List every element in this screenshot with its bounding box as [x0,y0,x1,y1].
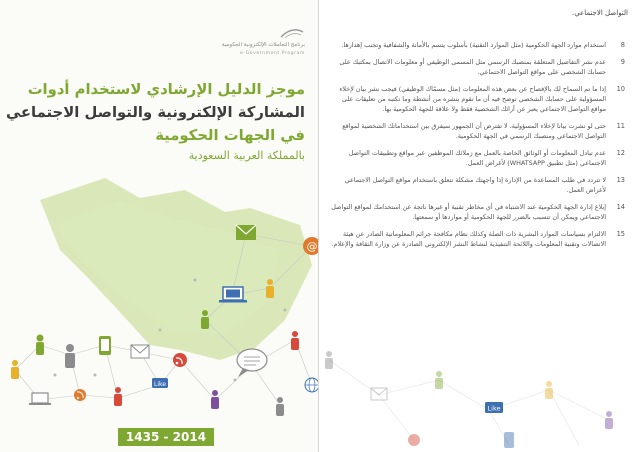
list-item [329,202,625,222]
cover-title [5,78,305,162]
title-line-2: المشاركة الإلكترونية والتواصل الاجتماعي [5,104,305,121]
globe-icon [305,378,319,392]
item-text: عدم تبادل المعلومات أو الوثائق الخاصة بالعمل مع زملائك الموظفين عبر مواقع وتطبيقات التواصل الاجتماعي (مثل تطبيق WHATSAPP) لأغراض العمل. [348,149,606,167]
item-text: إبلاغ إدارة الجهة الحكومية عند الاشتباه في أي مخاطر تقنية أو غيرها ناتجة عن استخدامك لمواقع التواصل الاجتماعي ويمكن أن تتسبب بالضرر للجهة الحكومية أو مواردها أو سمعتها. [331,203,606,221]
like-icon [152,378,168,388]
person-icon [276,397,284,416]
item-text: عدم نشر التفاصيل المتعلقة بمنصبك الرسمي مثل المسمى الوظيفي أو معلومات الاتصال بمكتبك على حسابك الشخصي على مواقع التواصل الاجتماعي. [339,58,606,76]
item-text: حتى لو نشرت بيانا لإخلاء المسؤولية، لا تفترض أن الجمهور سيفرق بين استخداماتك الشخصية لمواقع التواصل الاجتماعي ومنصبك الرسمي في الجهة الحكومية. [342,122,606,140]
guidelines-page [319,0,638,452]
envelope-icon [371,388,387,400]
guidelines-list [329,40,625,256]
item-number: 13 [616,176,625,184]
phone-icon [504,432,514,448]
title-line-3: في الجهات الحكومية [155,127,305,144]
like-icon [485,402,503,413]
item-number: 11 [616,122,625,130]
person-icon [291,331,299,350]
logo-arabic-text: برنامج التعاملات الإلكترونية الحكومية [221,42,305,48]
logo-mark-icon [279,26,305,40]
person-icon [545,381,553,399]
laptop-icon [29,393,51,405]
envelope-icon [236,225,256,240]
item-text: إذا ما تم السماح لك بالإفصاح عن بعض هذه المعلومات (مثل مسمّاك الوظيفي) فيجب نشر بيان لإخلاء المسؤولية على حسابك الشخصي توضح فيه أن ما تقوم بنشره من أنشطة وما تكتبه من تعليقات على مواقع التواصل الاجتماعي يعبر عن آرائك الشخصية فقط ولا علاقة للجهة الحكومية بها. [339,85,606,113]
item-number: 8 [620,41,625,49]
program-logo [185,26,305,62]
year-banner: 1435 - 2014 [118,428,214,446]
rss-icon [408,434,420,446]
phone-icon [99,336,111,355]
rss-icon [74,389,86,401]
list-item [329,40,625,50]
laptop-icon [219,287,247,303]
list-item [329,121,625,141]
person-icon [114,387,122,406]
title-line-1: موجز الدليل الإرشادي لاستخدام أدوات [27,81,305,98]
cover-subtitle: بالمملكة العربية السعودية [188,149,305,162]
list-item [329,229,625,249]
continued-heading: التواصل الاجتماعي. [571,9,628,17]
person-icon [201,310,209,329]
person-icon [266,279,274,298]
chat-bubble-icon [237,349,267,377]
list-item [329,84,625,114]
item-number: 10 [616,85,625,93]
person-icon [36,335,44,356]
social-network-illustration [0,170,319,430]
list-item [329,148,625,168]
person-icon [325,351,333,369]
list-item [329,175,625,195]
list-item [329,57,625,77]
at-symbol: @ [306,240,318,253]
item-number: 9 [620,58,625,66]
item-number: 14 [616,203,625,211]
logo-english-text: e-Government Program [239,51,305,56]
like-label: Like [154,381,166,388]
item-number: 12 [616,149,625,157]
item-text: لا تتردد في طلب المساعدة من الإدارة إذا واجهتك مشكلة تتعلق باستخدام مواقع التواصل الاجتماعي لأغراض العمل. [344,176,606,194]
rss-icon [173,353,187,367]
item-text: الالتزام بسياسات الموارد البشرية ذات الصلة وكذلك نظام مكافحة جرائم المعلوماتية الصادر عن هيئة الاتصالات وتقنية المعلومات واللائحة التنفيذية لنشاط النشر الإلكتروني الصادرة عن وزارة الثقافة والإعلام. [331,230,606,248]
item-number: 15 [616,230,625,238]
person-icon [11,360,19,379]
envelope-icon [131,345,149,358]
like-label-right: Like [487,404,501,413]
person-icon [211,390,219,409]
person-icon [435,371,443,389]
person-icon [65,344,75,368]
item-text: استخدام موارد الجهة الحكومية (مثل الموارد التقنية) بأسلوب يتسم بالأمانة والشفافية وتجنب إهدارها. [341,41,606,49]
person-icon [605,411,613,429]
